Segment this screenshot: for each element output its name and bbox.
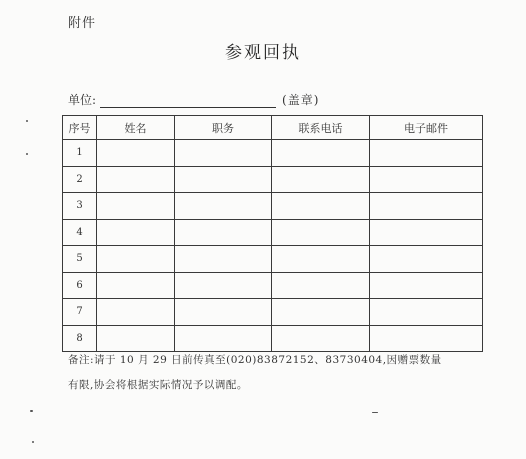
email-cell[interactable] [370, 219, 483, 246]
stamp-note: (盖章) [282, 93, 320, 107]
phone-cell[interactable] [272, 166, 370, 193]
table-row [63, 193, 483, 220]
unit-label: 单位: [68, 93, 97, 107]
name-cell[interactable] [97, 193, 175, 220]
table-row [63, 246, 483, 273]
name-cell[interactable] [97, 166, 175, 193]
email-cell[interactable] [370, 166, 483, 193]
header-phone: 联系电话 [272, 116, 370, 140]
phone-cell[interactable] [272, 272, 370, 299]
scan-speck [26, 153, 28, 155]
attachment-label: 附件 [68, 16, 97, 31]
row-index: 8 [63, 325, 97, 352]
row-index: 7 [63, 299, 97, 326]
reply-table-container [62, 115, 449, 352]
reply-table [62, 115, 483, 352]
phone-cell[interactable] [272, 246, 370, 273]
unit-line [68, 91, 319, 108]
name-cell[interactable] [97, 140, 175, 167]
name-cell[interactable] [97, 219, 175, 246]
email-cell[interactable] [370, 325, 483, 352]
position-cell[interactable] [175, 325, 272, 352]
scan-speck [32, 441, 34, 443]
header-email: 电子邮件 [370, 116, 483, 140]
header-name: 姓名 [97, 116, 175, 140]
row-index: 6 [63, 272, 97, 299]
table-row [63, 140, 483, 167]
phone-cell[interactable] [272, 325, 370, 352]
email-cell[interactable] [370, 299, 483, 326]
name-cell[interactable] [97, 325, 175, 352]
note-line-1: 备注:请于 10 月 29 日前传真至(020)83872152、83730404,因赠票数量 [68, 354, 442, 366]
table-row [63, 219, 483, 246]
table-row [63, 325, 483, 352]
phone-cell[interactable] [272, 299, 370, 326]
row-index: 3 [63, 193, 97, 220]
name-cell[interactable] [97, 246, 175, 273]
page-title: 参观回执 [225, 43, 301, 63]
row-index: 5 [63, 246, 97, 273]
position-cell[interactable] [175, 246, 272, 273]
position-cell[interactable] [175, 219, 272, 246]
phone-cell[interactable] [272, 140, 370, 167]
header-index: 序号 [63, 116, 97, 140]
scan-speck [372, 412, 378, 413]
name-cell[interactable] [97, 272, 175, 299]
email-cell[interactable] [370, 140, 483, 167]
scan-speck [26, 120, 28, 122]
row-index: 4 [63, 219, 97, 246]
phone-cell[interactable] [272, 193, 370, 220]
position-cell[interactable] [175, 166, 272, 193]
note-line-2: 有限,协会将根据实际情况予以调配。 [68, 379, 248, 391]
table-row [63, 272, 483, 299]
row-index: 1 [63, 140, 97, 167]
header-position: 职务 [175, 116, 272, 140]
email-cell[interactable] [370, 193, 483, 220]
email-cell[interactable] [370, 246, 483, 273]
unit-underline [100, 95, 276, 108]
scan-speck [30, 410, 33, 412]
position-cell[interactable] [175, 193, 272, 220]
table-row [63, 166, 483, 193]
position-cell[interactable] [175, 272, 272, 299]
phone-cell[interactable] [272, 219, 370, 246]
name-cell[interactable] [97, 299, 175, 326]
table-header-row [63, 116, 483, 140]
position-cell[interactable] [175, 140, 272, 167]
row-index: 2 [63, 166, 97, 193]
email-cell[interactable] [370, 272, 483, 299]
table-row [63, 299, 483, 326]
position-cell[interactable] [175, 299, 272, 326]
